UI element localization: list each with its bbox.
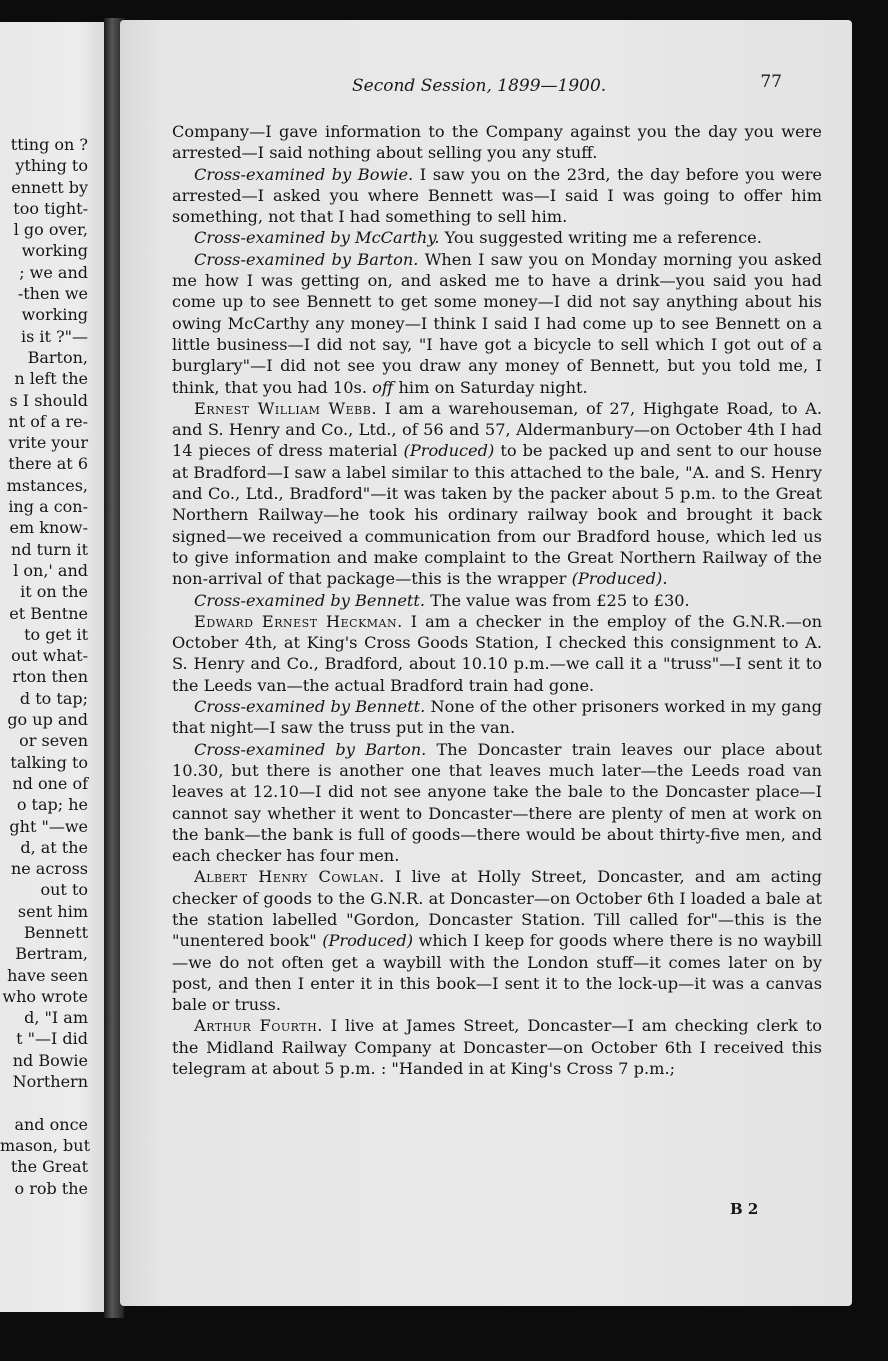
left-page-line: out to [40,880,88,900]
italic-text: Cross-examined by Bennett. [194,697,426,717]
left-page-line: ing a con- [8,497,88,517]
witness-name: Ernest William Webb. [194,398,377,418]
left-page-line: em know- [9,518,88,538]
text-run: The value was from £25 to £30. [425,590,690,610]
paragraph [172,121,822,164]
text-run: Company—I gave information to the Company against you the day you were arrested—I said nothing about selling you any stuff. [172,122,822,163]
left-page-line: or seven [19,731,88,751]
text-run: to be packed up and sent to our house at Bradford—I saw a label similar to this attached to the bale, "A. and S. Henry and Co., Ltd., Bradford"—it was taken by the packer about 5 p.m. to the Great Northern Railway—he took his ordinary railway book and brought it back signed—we received a communication from our Bradford house, which led us to give information and make complaint to the Great Northern Railway of the non-arrival of that package—this is the wrapper [172,441,822,589]
left-page-line: is it ?"— [21,326,88,346]
running-head: Second Session, 1899—1900. [352,76,607,96]
left-page-line: to get it [24,624,88,644]
left-page-line: have seen [7,965,88,985]
left-page-line: nt of a re- [8,411,88,431]
text-run: The Doncaster train leaves our place about 10.30, but there is another one that leaves much later—the Leeds road van leaves at 12.10—I did not see anyone take the bale to the Doncaster place—I cannot say whether it went to Doncaster—there are plenty of men at work on the bank—the bank is full of goods—there would be about thirty-five men, and each checker has four men. [172,739,822,866]
left-page-line: Northern [12,1072,88,1092]
left-page-line: Bennett [23,922,88,942]
left-page-line: t "—I did [16,1029,88,1049]
text-run: . [662,569,668,589]
paragraph [172,611,822,696]
body-text [172,121,822,1079]
left-page-line: Barton, [27,347,88,367]
paragraph [172,866,822,1015]
left-page-line: nd Bowie [12,1050,88,1070]
italic-text: Cross-examined by Bennett. [194,590,426,610]
left-page-line: tting on ? [10,135,88,154]
italic-text: (Produced) [403,441,495,461]
left-page-line: it on the [20,582,88,602]
italic-text: (Produced) [571,569,663,589]
left-page-line: out what- [11,646,88,666]
italic-text: (Produced) [322,931,414,951]
italic-text: Cross-examined by Barton. [194,739,427,759]
text-run: I live at Holly Street, Doncaster, and am acting checker of goods to the G.N.R. at Doncaster—on October 6th I loaded a bale at the station labelled "Gordon, Doncaster Station. Till called for"—this is the "unentered book" [172,867,822,951]
left-page-line: who wrote [2,986,88,1006]
left-page-line: ennett by [11,177,88,197]
text-run: When I saw you on Monday morning you asked me how I was getting on, and asked me to have a drink—you said you had come up to see Bennett to get some money—I did not say anything about his owing McCarthy any money—I think I said I had come up to see Bennett on a little business—I did not say, "I have got a bicycle to sell which I got out of a burglary"—I did not see you draw any money of Bennett, but you told me, I think, that you had 10s. [172,249,822,397]
paragraph [172,398,822,590]
left-page-line: ne across [10,859,88,879]
left-page-line: o tap; he [16,795,88,815]
text-run: him on Saturday night. [393,377,588,397]
left-page-line [0,1092,88,1113]
left-page-text [0,134,91,1199]
paragraph [172,227,822,248]
paragraph [172,164,822,228]
left-page-line: mstances, [6,475,88,495]
left-page-line: -then we [17,284,88,304]
text-run: I live at James Street, Doncaster—I am checking clerk to the Midland Railway Company at Doncaster—on October 6th I received this telegram at about 5 p.m. : "Handed in at King's Cross 7 p.m.; [172,1016,823,1079]
text-run: which I keep for goods where there is no waybill—we do not often get a waybill with the London stuff—it comes later on by post, and then I enter it in this book—I sent it to the lock-up—it was a canvas bale or truss. [172,931,822,1015]
left-page-line: mason, but [0,1135,91,1155]
left-page-line: and once [14,1114,88,1134]
italic-text: Cross-examined by Barton. [194,249,419,269]
left-page-line: the Great [10,1157,88,1177]
left-page-line: ; we and [19,262,88,282]
page-number: 77 [760,72,782,92]
left-page-line: nd turn it [11,539,88,559]
paragraph [172,590,822,611]
left-page-line: working [21,241,88,261]
left-page-line: go up and [7,710,88,730]
paragraph [172,696,822,739]
left-page-line: d, at the [20,837,88,857]
left-page-line: s I should [9,390,88,410]
page-header [352,72,792,96]
paragraph [172,1015,822,1079]
italic-text: Cross-examined by Bowie. [194,164,414,184]
signature-mark: B 2 [730,1200,759,1218]
left-page-line: rton then [12,667,88,687]
witness-name: Edward Ernest Heckman. [194,611,403,631]
left-page-line: too tight- [13,198,88,218]
text-run: I am a warehouseman, of 27, Highgate Road, to A. and S. Henry and Co., Ltd., of 56 and 57, Aldermanbury—on October 4th I had 14 pieces of dress material [172,398,822,461]
left-page-line: nd one of [12,773,88,793]
left-page [0,22,112,1312]
left-page-line: et Bentne [9,603,88,623]
left-page-line: Bertram, [15,944,88,964]
left-page-line: l go over, [13,220,88,240]
left-page-line: ything to [15,156,88,176]
paragraph [172,249,822,398]
left-page-line: ght "—we [9,816,88,836]
italic-text: off [372,377,394,397]
left-page-line: l on,' and [13,560,88,580]
left-page-line: d, "I am [24,1008,88,1028]
text-run: You suggested writing me a reference. [439,228,762,248]
left-page-line: working [21,305,88,325]
text-run: I am a checker in the employ of the G.N.R.—on October 4th, at King's Cross Goods Station, I checked this consignment to A. S. Henry and Co., Bradford, about 10.10 p.m.—we call it a "truss"—I sent it to the Leeds van—the actual Bradford train had gone. [172,611,822,695]
witness-name: Albert Henry Cowlan. [194,867,385,887]
left-page-line: vrite your [8,433,88,453]
right-page [120,20,852,1306]
left-page-line: sent him [17,901,88,921]
left-page-line: there at 6 [8,454,88,474]
witness-name: Arthur Fourth. [194,1016,323,1036]
left-page-line: o rob the [14,1178,88,1198]
text-run: None of the other prisoners worked in my gang that night—I saw the truss put in the van. [172,697,822,738]
text-run: I saw you on the 23rd, the day before you were arrested—I asked you where Bennett was—I said I was going to offer him something, not that I had something to sell him. [172,164,823,227]
left-page-line: n left the [14,369,88,389]
italic-text: Cross-examined by McCarthy. [194,228,440,248]
left-page-line: talking to [10,752,88,772]
left-page-line: d to tap; [19,688,88,708]
paragraph [172,739,822,867]
